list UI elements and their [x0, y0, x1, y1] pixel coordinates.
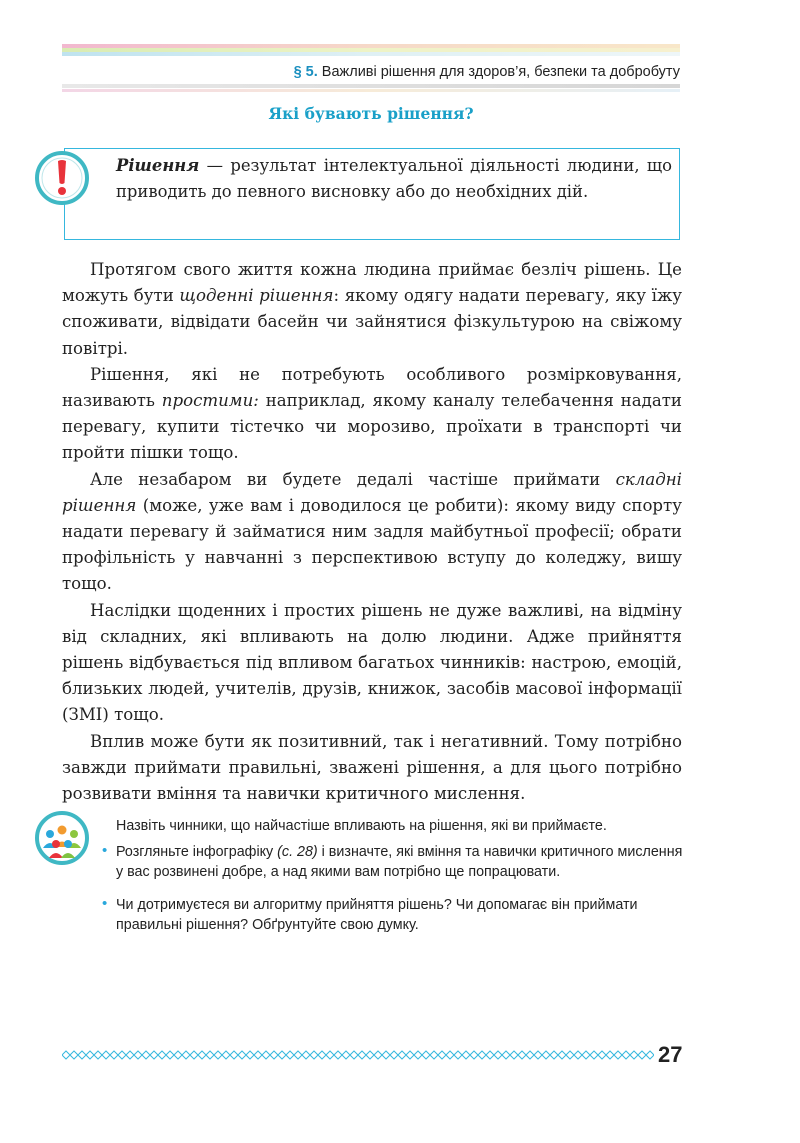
- subsection-title: Які бувають рішення?: [268, 104, 474, 123]
- paragraph-3: [62, 467, 682, 598]
- paragraph-1-text-c: : якому одягу надати перевагу, яку їжу споживати, відвідати басейн чи зайнятися фізкультурою на свіжому повітрі.: [62, 286, 683, 358]
- definition-text: [116, 153, 672, 205]
- header-stripes: [62, 44, 680, 56]
- page-number: 27: [658, 1042, 683, 1067]
- paragraph-2-emphasis: простими:: [161, 391, 259, 411]
- task-1-page-ref: (с. 28): [277, 843, 318, 860]
- paragraph-1: [62, 257, 682, 362]
- definition-body: — результат інтелектуальної діяльності людини, що приводить до певного висновку або до необхідних дій.: [116, 156, 672, 201]
- definition-term: Рішення: [116, 156, 200, 175]
- section-number: § 5.: [293, 64, 318, 80]
- section-header-title: Важливі рішення для здоров’я, безпеки та добробуту: [321, 64, 680, 80]
- paragraph-1-text-a: Протягом свого життя кожна людина приймає безліч рішень. Це можуть бути: [62, 260, 682, 306]
- running-header: [200, 64, 680, 80]
- paragraph-3-emphasis: складні рішення: [62, 469, 682, 515]
- bullet-icon: •: [102, 894, 108, 912]
- discussion-tasks: [102, 816, 688, 941]
- exclamation-icon: [34, 150, 90, 206]
- paragraph-3-text-c: (може, уже вам і доводилося це робити): якому виду спорту надати перевагу й займатися ним задля майбутньої професії; обрати профільність у навчанні з перспективою вступу до коледжу, вишу тощо.: [62, 495, 682, 594]
- task-1-text-c: і визначте, які вміння та навички критичного мислення у вас розвинені добре, а над якими вам потрібно ще попрацювати.: [116, 843, 683, 880]
- task-2-text: Чи дотримуєтеся ви алгоритму прийняття рішень? Чи допомагає він приймати правильні рішення? Обґрунтуйте свою думку.: [116, 896, 638, 933]
- header-rule: [62, 84, 680, 88]
- task-lead: Назвіть чинники, що найчастіше впливають на рішення, які ви приймаєте.: [116, 818, 607, 834]
- paragraph-1-emphasis: щоденні рішення: [179, 286, 334, 306]
- paragraph-2: [62, 362, 682, 467]
- paragraph-2-text-a: Рішення, які не потребують особливого розмірковування, називають: [62, 364, 682, 411]
- task-item-1: [102, 841, 688, 883]
- task-1-text-a: Розгляньте інфографіку: [116, 843, 278, 860]
- task-item-2: [102, 894, 688, 936]
- header-rule-color: [62, 89, 680, 92]
- paragraph-2-text-c: наприклад, якому каналу телебачення надати перевагу, купити тістечко чи морозиво, проїхати в транспорті чи пройти пішки тощо.: [62, 391, 682, 463]
- bullet-icon: •: [102, 841, 108, 859]
- group-discussion-icon: [34, 810, 90, 866]
- main-text: [62, 257, 682, 807]
- paragraph-3-text-a: Але незабаром ви будете дедалі частіше приймати: [90, 469, 616, 489]
- paragraph-5: Вплив може бути як позитивний, так і негативний. Тому потрібно завжди приймати правильні, зважені рішення, а для цього потрібно розвивати вміння та навички критичного мислення.: [62, 731, 682, 804]
- paragraph-4: Наслідки щоденних і простих рішень не дуже важливі, на відміну від складних, які впливають на долю людини. Адже прийняття рішень відбувається під впливом багатьох чинників: настрою, емоцій, близьких людей, учителів, друзів, книжок, засобів масової інформації (ЗМІ) тощо.: [62, 600, 682, 725]
- footer-ornament: [62, 1049, 654, 1061]
